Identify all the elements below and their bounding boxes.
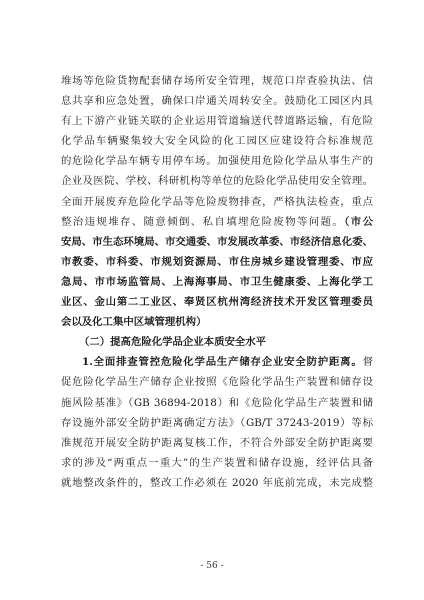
body-line: 有上下游产业链关联的企业运用管道输送代替道路运输，有危险	[61, 115, 373, 128]
section-heading: （二）提高危险化学品企业本质安全水平	[79, 336, 267, 349]
responsible-units-line: 业区、金山第二工业区、奉贤区杭州湾经济技术开发区管理委员	[61, 296, 373, 309]
body-line: 存设施外部安全防护距离确定方法》（GB/T 37243-2019）等标	[61, 416, 373, 429]
responsible-units-line: 会以及化工集中区域管理机构）	[61, 316, 207, 329]
item-title: 1.全面排查管控危险化学品生产储存企业安全防护距离。	[82, 356, 363, 369]
item-title-tail: 督	[362, 356, 373, 369]
body-line: 企业及医院、学校、科研机构等单位的危险化学品使用安全管理。	[61, 175, 373, 188]
body-line-text: 整治违规堆存、随意倾倒、私自填埋危险废物等问题。	[61, 215, 345, 228]
responsible-units-start: （市公	[344, 215, 373, 228]
body-line: 促危险化学品生产储存企业按照《危险化学品生产装置和储存设	[61, 376, 373, 389]
body-line-with-tail	[61, 212, 373, 232]
responsible-units-line: 市教委、市科委、市规划资源局、市住房城乡建设管理委、市应	[61, 255, 373, 268]
page-number: - 56 -	[200, 561, 224, 571]
body-line: 全面开展废弃危险化学品等危险废物排查，严格执法检查，重点	[61, 195, 373, 208]
body-line: 求的涉及“两重点一重大”的生产装置和储存设施，经评估具备	[61, 456, 373, 469]
body-line: 准规范开展安全防护距离复核工作，不符合外部安全防护距离要	[61, 436, 373, 449]
responsible-units-line: 安局、市生态环境局、市交通委、市发展改革委、市经济信息化委、	[61, 235, 373, 248]
item-heading-line	[61, 352, 373, 372]
responsible-units-line: 急局、市市场监管局、上海海事局、市卫生健康委、上海化学工	[61, 275, 373, 288]
document-page	[61, 71, 373, 493]
body-line: 施风险基准》（GB 36894-2018）和《危险化学品生产装置和储	[61, 396, 373, 409]
body-line: 就地整改条件的，整改工作必须在 2020 年底前完成，未完成整	[61, 476, 373, 489]
body-line: 化学品车辆聚集较大安全风险的化工园区应建设符合标准规范	[61, 135, 373, 148]
body-line: 息共享和应急处置，确保口岸通关周转安全。鼓励化工园区内具	[61, 95, 373, 108]
body-line: 堆场等危险货物配套储存场所安全管理，规范口岸查验执法、信	[61, 75, 373, 87]
body-line: 的危险化学品车辆专用停车场。加强使用危险化学品从事生产的	[61, 155, 373, 168]
